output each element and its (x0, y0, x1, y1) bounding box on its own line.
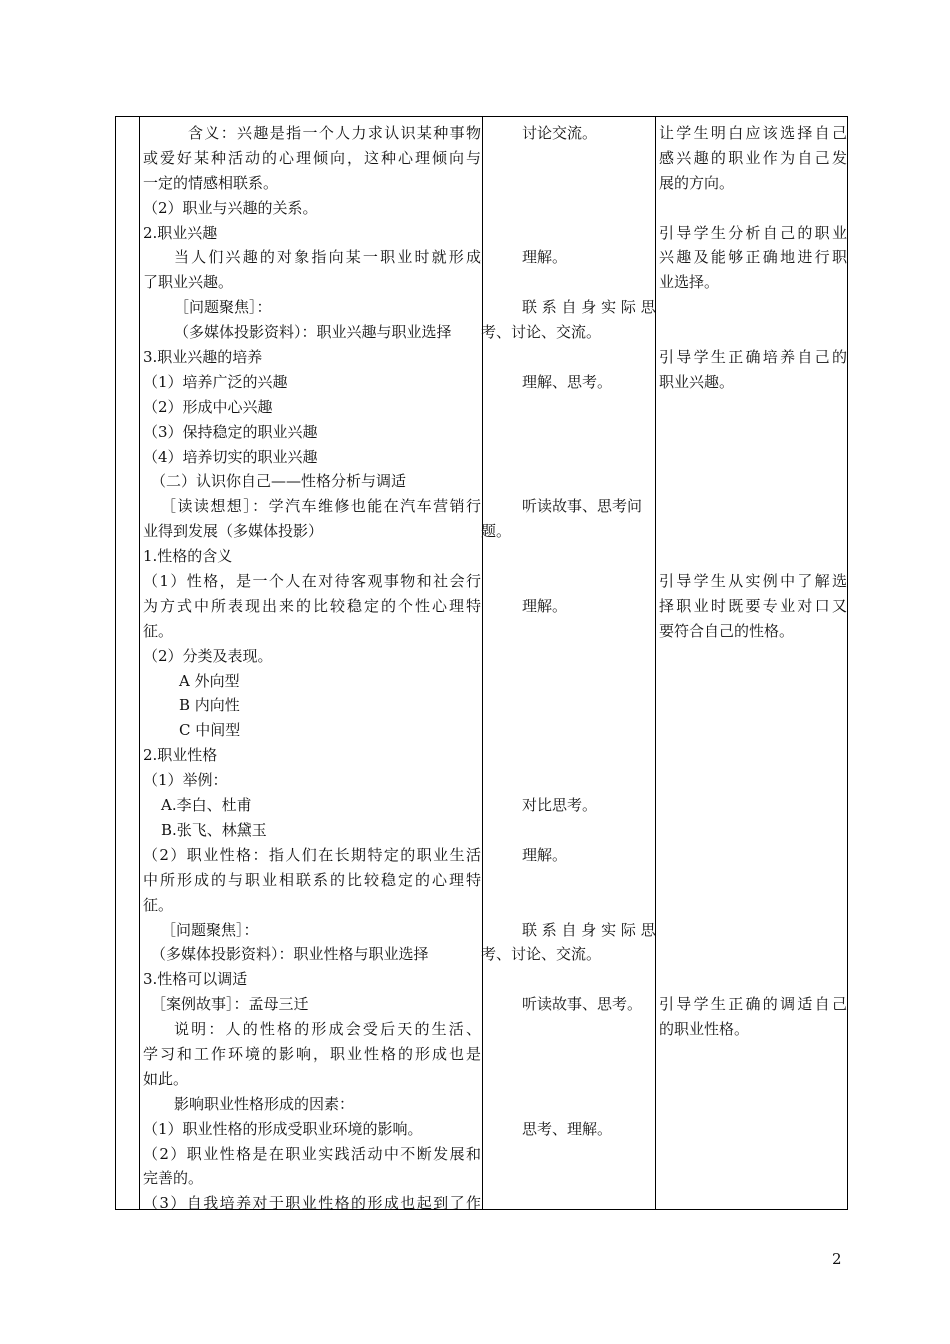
content-line: ［案例故事］：孟母三迁 (151, 995, 309, 1014)
activity-line (486, 221, 654, 246)
activity-line (486, 1092, 654, 1117)
content-line: 完善的。 (143, 1169, 204, 1188)
activity-line (486, 718, 654, 743)
activity-line: 题。 (481, 522, 512, 541)
intent-line (659, 544, 847, 569)
content-line: （1）举例： (143, 771, 228, 790)
activity-line: 理解、思考。 (522, 372, 613, 391)
intent-line (659, 644, 847, 669)
activity-line (486, 395, 654, 420)
intent-line: 引导学生正确培养自己的 (659, 348, 847, 367)
activity-line (486, 1017, 654, 1042)
column-divider-2 (482, 117, 483, 1209)
activity-line (486, 569, 654, 594)
intent-line (659, 868, 847, 893)
activity-line (486, 420, 654, 445)
intent-line (659, 519, 847, 544)
intent-line (659, 420, 847, 445)
intent-line (659, 793, 847, 818)
activity-line: 考、讨论、交流。 (481, 323, 602, 342)
content-line: （多媒体投影资料）：职业兴趣与职业选择 (174, 323, 452, 342)
content-line: 征。 (143, 895, 174, 914)
content-line: 或爱好某种活动的心理倾向，这种心理倾向与 (143, 148, 481, 167)
activity-line: 对比思考。 (522, 796, 598, 815)
intent-line (659, 320, 847, 345)
activity-line (486, 868, 654, 893)
content-line: ［问题聚焦］： (174, 298, 272, 317)
content-line: （3）保持稳定的职业兴趣 (143, 422, 318, 441)
activity-line (486, 1067, 654, 1092)
content-line: 了职业兴趣。 (143, 273, 234, 292)
activity-line (486, 669, 654, 694)
intent-line (659, 669, 847, 694)
activity-line: 听读故事、思考问 (522, 497, 643, 516)
content-line: 含义：兴趣是指一个人力求认识某种事物 (188, 124, 481, 142)
content-line: 1.性格的含义 (143, 547, 233, 566)
activity-line: 理解。 (522, 845, 568, 864)
intent-line: 业选择。 (659, 273, 720, 292)
content-line: （1）性格，是一个人在对待客观事物和社会行 (143, 572, 481, 591)
content-line: C 中间型 (179, 721, 241, 740)
activity-line (486, 469, 654, 494)
content-line: A.李白、杜甫 (161, 796, 252, 815)
intent-line (659, 494, 847, 519)
intent-line (659, 918, 847, 943)
content-line: 影响职业性格形成的因素： (174, 1094, 355, 1113)
activity-line (486, 619, 654, 644)
content-line: 一定的情感相联系。 (143, 173, 279, 192)
intent-line: 引导学生正确的调适自己 (659, 995, 847, 1014)
activity-line (486, 743, 654, 768)
intent-line: 职业兴趣。 (659, 372, 735, 391)
intent-line: 展的方向。 (659, 173, 735, 192)
activity-line: 听读故事、思考。 (522, 995, 643, 1014)
content-line: 如此。 (143, 1069, 189, 1088)
intent-line (659, 295, 847, 320)
intent-line: 兴趣及能够正确地进行职 (659, 248, 847, 267)
content-line: （2）职业性格：指人们在长期特定的职业生活 (143, 845, 481, 864)
content-line: B.张飞、林黛玉 (161, 820, 267, 839)
activity-line: 理解。 (522, 596, 568, 615)
content-line: （二）认识你自己——性格分析与调适 (151, 472, 407, 491)
activity-line (486, 445, 654, 470)
content-line: 说明：人的性格的形成会受后天的生活、 (174, 1020, 481, 1039)
content-line: 3.性格可以调适 (143, 970, 248, 989)
content-line: （2）职业性格是在职业实践活动中不断发展和 (143, 1144, 481, 1163)
activity-line: 思考、理解。 (522, 1119, 613, 1138)
column-divider-3 (655, 117, 656, 1209)
intent-line: 让学生明白应该选择自己 (659, 124, 847, 142)
intent-line: 择职业时既要专业对口又 (659, 596, 847, 615)
column-divider-1 (139, 117, 140, 1209)
intent-line: 感兴趣的职业作为自己发 (659, 148, 847, 167)
activity-line (486, 693, 654, 718)
activity-line (486, 768, 654, 793)
student-activity-column (481, 121, 656, 1142)
page-number: 2 (832, 1250, 842, 1268)
intent-line (659, 718, 847, 743)
content-line: 为方式中所表现出来的比较稳定的个性心理特 (143, 596, 481, 615)
activity-line (486, 196, 654, 221)
content-line: 学习和工作环境的影响，职业性格的形成也是 (143, 1044, 481, 1063)
intent-line (659, 445, 847, 470)
activity-line: 联 系 自 身 实 际 思 (522, 298, 656, 317)
activity-line (486, 171, 654, 196)
activity-line: 讨论交流。 (522, 124, 598, 142)
content-line: A 外向型 (179, 671, 240, 690)
intent-line (659, 768, 847, 793)
content-line: （2）职业与兴趣的关系。 (143, 198, 318, 217)
content-line: （多媒体投影资料）：职业性格与职业选择 (151, 945, 429, 964)
activity-line: 考、讨论、交流。 (481, 945, 602, 964)
intent-line (659, 743, 847, 768)
content-line: 当人们兴趣的对象指向某一职业时就形成 (174, 248, 481, 267)
intent-line: 引导学生从实例中了解选 (659, 572, 847, 591)
content-line: （4）培养切实的职业兴趣 (143, 447, 318, 466)
content-line: 征。 (143, 621, 174, 640)
content-line: （2）分类及表现。 (143, 646, 273, 665)
content-line: （3）自我培养对于职业性格的形成也起到了作 (143, 1194, 481, 1213)
content-line: 3.职业兴趣的培养 (143, 348, 263, 367)
content-line: （1）职业性格的形成受职业环境的影响。 (143, 1119, 423, 1138)
intent-line: 要符合自己的性格。 (659, 621, 795, 640)
lesson-plan-table (115, 116, 848, 1213)
activity-line (486, 1042, 654, 1067)
intent-line (659, 196, 847, 221)
activity-line: 联 系 自 身 实 际 思 (522, 920, 656, 939)
activity-line (486, 544, 654, 569)
intent-line (659, 967, 847, 992)
activity-line (486, 893, 654, 918)
design-intent-column (659, 121, 847, 1042)
content-line: ［问题聚焦］： (161, 920, 259, 939)
activity-line (486, 270, 654, 295)
intent-line (659, 469, 847, 494)
content-line: 2.职业兴趣 (143, 223, 218, 242)
activity-line (486, 967, 654, 992)
content-line: （2）形成中心兴趣 (143, 397, 273, 416)
content-line: ［读读想想］：学汽车维修也能在汽车营销行 (161, 497, 481, 516)
content-line: 2.职业性格 (143, 746, 218, 765)
content-line: 业得到发展（多媒体投影） (143, 522, 324, 541)
content-line: B 内向性 (179, 696, 240, 715)
intent-line: 引导学生分析自己的职业 (659, 223, 847, 242)
teaching-content-column (143, 121, 481, 1216)
intent-line (659, 843, 847, 868)
intent-line: 的职业性格。 (659, 1020, 750, 1039)
activity-line (486, 146, 654, 171)
intent-line (659, 942, 847, 967)
activity-line (486, 818, 654, 843)
content-line: 中所形成的与职业相联系的比较稳定的心理特 (143, 870, 481, 889)
activity-line (486, 644, 654, 669)
activity-line: 理解。 (522, 248, 568, 267)
content-line: （1）培养广泛的兴趣 (143, 372, 288, 391)
intent-line (659, 693, 847, 718)
intent-line (659, 818, 847, 843)
intent-line (659, 395, 847, 420)
activity-line (486, 345, 654, 370)
intent-line (659, 893, 847, 918)
